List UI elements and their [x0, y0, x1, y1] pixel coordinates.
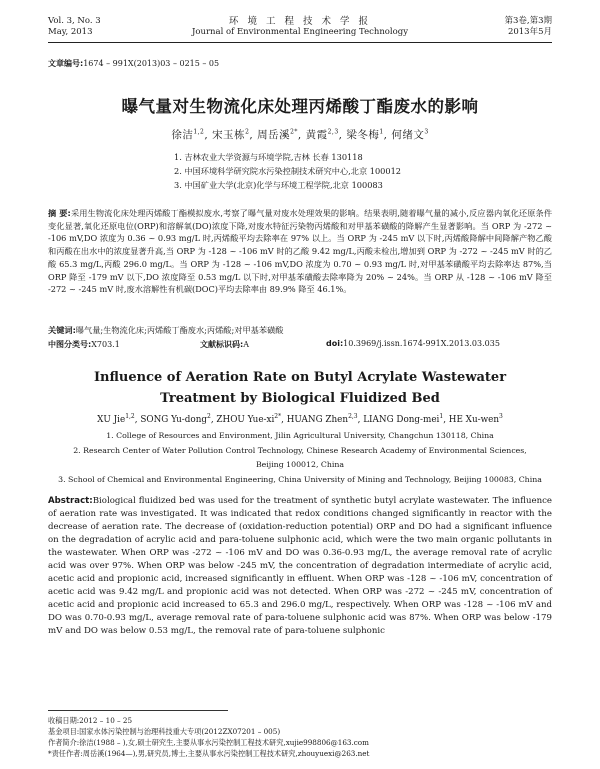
- author-sup: 3: [499, 413, 503, 420]
- author-en: HE Xu-wen: [448, 414, 499, 425]
- author-sup: 2,3: [327, 128, 339, 136]
- footnote-received: 收稿日期:2012 – 10 – 25: [48, 716, 133, 725]
- footnote-author-bio: 作者简介:徐洁(1988 – ),女,硕士研究生,主要从事水污染控制工程技术研究,xujie998806@163.com: [48, 738, 369, 747]
- author-sup: 1: [439, 413, 444, 420]
- abstract-en-text: Biological fluidized bed was used for the treatment of synthetic butyl acrylate wastewater. The influence of aeration rate was investigated. It was indicated that redox conditions changed significantly in reactor with the decrease of aeration rate. The decrease of (oxidation-reduction potential) ORP and DO had a significant influence on the degradation of acrylic acid and para-toluene sulphonic acid, which were the two main organic pollutants in the wastewater. When ORP was -272 ~ -106 mV and DO was 0.36-0.93 mg/L, the average removal rate of acrylic acid was over 97%. When ORP was below -245 mV, the concentration of degradation intermediate of acrylic acid, acetic acid and propionic acid, increased significantly in effluent. When ORP was -128 ~ -106 mV, concentration of acetic acid was 9.42 mg/L and propionic acid was not detected. When ORP was -272 ~ -245 mV, concentration of acetic acid and propionic acid increased to 65.3 and 296.0 mg/L, respectively. When ORP was -128 ~ -106 mV and DO was 0.70-0.93 mg/L, average removal rate of para-toluene sulphonic acid was 87%. When ORP was below -179 mV and DO was below 0.53 mg/L, the removal rate of para-toluene sulphonic: [48, 496, 552, 636]
- clc-value: X703.1: [91, 340, 120, 349]
- author-sup: 2: [245, 128, 250, 136]
- footnote-corresponding: *责任作者:周岳溪(1964—),男,研究员,博士,主要从事水污染控制工程技术研究,zhouyuexi@263.net: [48, 749, 370, 758]
- author-cn: 黄霞: [305, 129, 328, 141]
- keywords-cn-label: 关键词:: [48, 325, 76, 335]
- author-sup: 2*: [290, 128, 298, 136]
- author-cn: 梁冬梅: [346, 129, 380, 141]
- author-en: SONG Yu-dong: [140, 414, 207, 425]
- abstract-cn: [48, 207, 552, 296]
- footnote-funding: 基金项目:国家水体污染控制与治理科技重大专项(2012ZX07201 – 005): [48, 727, 281, 736]
- document-code-label: 文献标识码:: [200, 340, 244, 349]
- clc-number: [48, 339, 120, 350]
- author-sup: 2,3: [348, 413, 358, 420]
- affiliation-en-1: 1. College of Resources and Environment, Jilin Agricultural University, Changchun 130118, China: [106, 431, 494, 440]
- author-sup: 3: [424, 128, 429, 136]
- affiliation-en-3: 3. School of Chemical and Environmental Engineering, China University of Mining and Technology, Beijing 100083, China: [58, 475, 542, 484]
- author-cn: 周岳溪: [257, 129, 291, 141]
- author-cn: 徐洁: [171, 129, 194, 141]
- authors-en: XU Jie$^{1,2}$, SONG Yu-dong$^2$, ZHOU Yue-$xi^{2*}$, HUANG Zhen$^{2,3}$, LIANG Dong-mei$^1$, HE Xu-wen$^3$: [97, 413, 503, 425]
- volume-line: Vol. 3, No. 3: [48, 16, 101, 26]
- title-en: [0, 367, 600, 409]
- title-en-line1: Influence of Aeration Rate on Butyl Acrylate Wastewater: [93, 370, 507, 385]
- document-code-value: A: [243, 340, 249, 349]
- abstract-cn-text: 采用生物流化床处理丙烯酸丁酯模拟废水,考察了曝气量对废水处理效果的影响。结果表明,随着曝气量的减小,反应器内氧化还原条件变化显著,氧化还原电位(ORP)和溶解氧(DO)浓度下降,对废水特征污染物丙烯酸和对甲基苯磺酸的降解产生显著影响。当 ORP 为 -272 ~ -106 mV,DO 浓度为 0.36 ~ 0.93 mg/L 时,丙烯酸平均去除率在 97% 以上。当 ORP 为 -245 mV 以下时,丙烯酸降解中间降解产物乙酸和丙酸在出水中的浓度显著升高,当 ORP 为 -128 ~ -106 mV 时的乙酸 9.42 mg/L,丙酸未检出,增加到 ORP 为 -272 ~ -245 mV 时的乙酸 65.3 mg/L,丙酸 296.0 mg/L。当 ORP 为 -128 ~ -106 mV,DO 浓度为 0.70 ~ 0.93 mg/L 时,对甲基苯磺酸平均去除率达 87%,当 ORP 降至 -179 mV 以下,DO 浓度降至 0.53 mg/L 以下时,对甲基苯磺酸去除率降为 20% ~ 24%。当 ORP 从 -128 ~ -106 mV 降至 -272 ~ -245 mV 时,废水溶解性有机碳(DOC)平均去除率由 89.9% 降至 46.1%。: [48, 208, 553, 295]
- clc-label: 中图分类号:: [48, 340, 92, 349]
- header-rule: [48, 42, 552, 43]
- author-en: ZHOU Yue-xi: [216, 414, 275, 425]
- author-en: LIANG Dong-mei: [363, 414, 440, 425]
- author-en: HUANG Zhen: [286, 414, 349, 425]
- author-sup: 1: [379, 128, 384, 136]
- title-cn: 曝气量对生物流化床处理丙烯酸丁酯废水的影响: [121, 97, 479, 116]
- abstract-cn-label: 摘 要:: [48, 208, 71, 218]
- author-sup: 2*: [274, 413, 282, 420]
- doi: [326, 339, 500, 348]
- affiliation-en-2: 2. Research Center of Water Pollution Control Technology, Chinese Research Academy of Environmental Sciences,: [73, 446, 527, 455]
- author-sup: 2: [207, 413, 211, 420]
- affiliation-en-2-cont: Beijing 100012, China: [255, 460, 345, 469]
- affiliation-cn-1: 1. 吉林农业大学资源与环境学院,吉林 长春 130118: [174, 152, 363, 162]
- article-number-value: 1674 – 991X(2013)03 – 0215 – 05: [83, 59, 220, 68]
- volume-issue-cn: [504, 16, 552, 38]
- date-line-cn: 2013年5月: [507, 27, 552, 37]
- article-number: [48, 58, 219, 69]
- keywords-cn: [48, 325, 283, 336]
- authors-cn: 徐洁$^{1,2}$, 宋玉栋$^2$, 周岳溪$^{2*}$, 黄霞$^{2,3}$, 梁冬梅$^1$, 何绪文$^3$: [171, 128, 429, 141]
- volume-line-cn: 第3卷,第3期: [504, 16, 552, 26]
- abstract-en-label: Abstract:: [48, 496, 93, 506]
- document-code: [200, 339, 249, 350]
- date-line: May, 2013: [48, 27, 93, 37]
- journal-name-cn: 环 境 工 程 技 术 学 报: [228, 16, 372, 27]
- author-cn: 宋玉栋: [212, 129, 246, 141]
- doi-value: 10.3969/j.issn.1674-991X.2013.03.035: [343, 339, 500, 348]
- footnote-rule: [48, 710, 228, 711]
- author-cn: 何绪文: [391, 129, 425, 141]
- journal-name-en: Journal of Environmental Engineering Technology: [191, 27, 409, 37]
- author-sup: 1,2: [125, 413, 135, 420]
- article-number-label: 文章编号:: [48, 59, 84, 68]
- affiliation-cn-3: 3. 中国矿业大学(北京)化学与环境工程学院,北京 100083: [174, 180, 383, 190]
- abstract-en: [48, 495, 552, 638]
- author-en: XU Jie: [97, 414, 126, 425]
- doi-label: doi:: [326, 339, 344, 348]
- author-sup: 1,2: [193, 128, 205, 136]
- title-en-line2: Treatment by Biological Fluidized Bed: [160, 391, 440, 406]
- keywords-cn-text: 曝气量;生物流化床;丙烯酸丁酯废水;丙烯酸;对甲基苯磺酸: [75, 325, 284, 335]
- affiliation-cn-2: 2. 中国环境科学研究院水污染控制技术研究中心,北京 100012: [174, 166, 401, 176]
